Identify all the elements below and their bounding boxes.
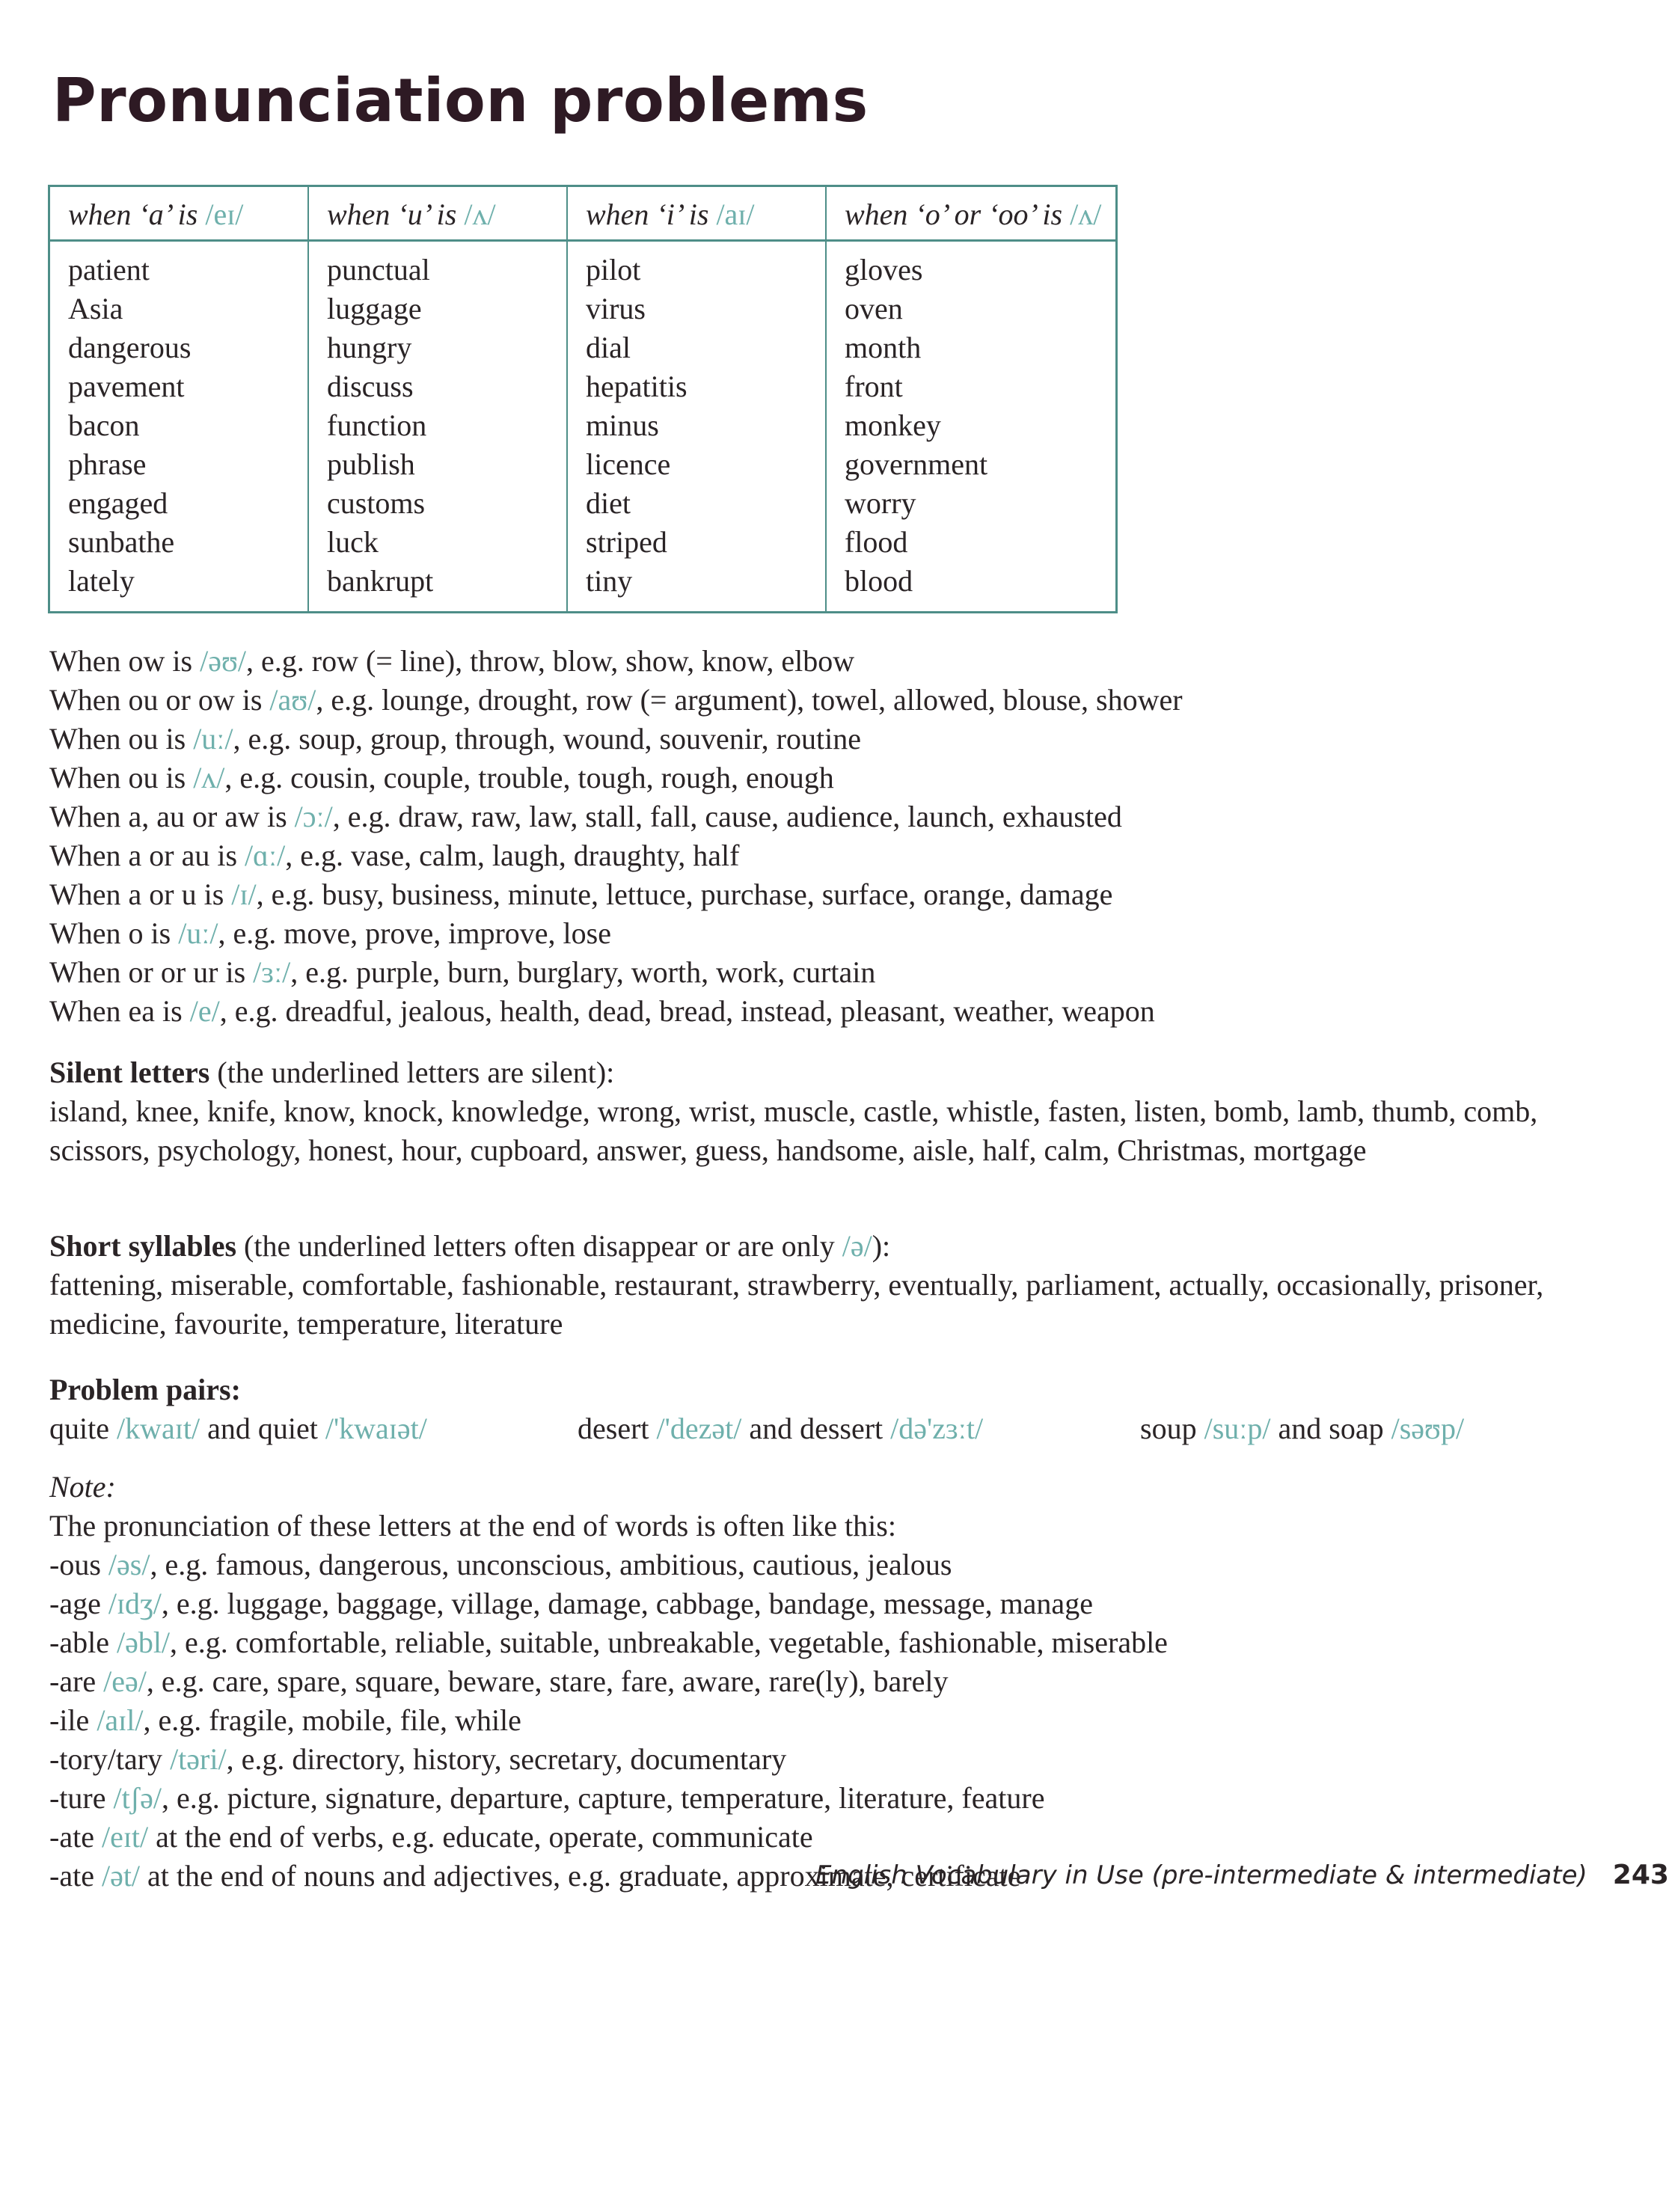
word-item: publish — [327, 447, 415, 481]
suffix-line: -age /ɪdʒ/, e.g. luggage, baggage, village, damage, cabbage, bandage, message, manage — [49, 1587, 1093, 1620]
rule-line: When ou is /ʌ/, e.g. cousin, couple, trouble, tough, rough, enough — [49, 761, 834, 794]
rule-line: When ow is /əʊ/, e.g. row (= line), throw, blow, show, know, elbow — [49, 644, 855, 678]
section-heading: Problem pairs: — [49, 1373, 241, 1406]
table-header: when ‘i’ is /aɪ/ — [567, 186, 826, 241]
rule-line: When ea is /e/, e.g. dreadful, jealous, health, dead, bread, instead, pleasant, weather, weapon — [49, 994, 1155, 1028]
ipa-symbol: /ɑː/ — [245, 839, 286, 872]
ipa-symbol: /ɔː/ — [294, 800, 333, 833]
problem-pairs-heading-block — [49, 1370, 1553, 1409]
word-item: pilot — [586, 253, 641, 287]
word-item: licence — [586, 447, 671, 481]
rule-line: When or or ur is /ɜː/, e.g. purple, burn, burglary, worth, work, curtain — [49, 955, 876, 989]
ipa-symbol: /ə/ — [842, 1229, 872, 1263]
note-heading: Note: — [49, 1470, 116, 1504]
word-item: virus — [586, 292, 646, 325]
problem-pairs-row — [49, 1409, 1553, 1448]
page-number: 243 — [1612, 1860, 1669, 1890]
suffix-line: -ous /əs/, e.g. famous, dangerous, unconscious, ambitious, cautious, jealous — [49, 1548, 952, 1581]
table-header-row — [49, 186, 1117, 241]
word-list: island, knee, knife, know, knock, knowledge, wrong, wrist, muscle, castle, whistle, fasten, listen, bomb, lamb, thumb, comb, scissors, psychology, honest, hour, cupboard, answer, guess, handsome, aisle, half, calm, Christmas, mortgage — [49, 1094, 1538, 1167]
ipa-symbol: /ʌ/ — [464, 197, 496, 231]
word-item: Asia — [68, 292, 123, 325]
word-item: punctual — [327, 253, 430, 287]
ipa-symbol: /e/ — [189, 994, 220, 1028]
word-item: phrase — [68, 447, 147, 481]
word-item: month — [845, 331, 922, 364]
rule-line: When ou is /uː/, e.g. soup, group, through, wound, souvenir, routine — [49, 722, 861, 756]
short-syllables-section: Short syllables (the underlined letters often disappear or are only /ə/): fattening, miserable, comfortable, fashionable, restaurant, strawberry, eventually, parliament, actually, occasionally, prisoner, medicine, favourite, temperature, literature — [49, 1229, 1544, 1341]
table-column — [308, 241, 567, 613]
word-item: striped — [586, 525, 667, 559]
table-column — [826, 241, 1117, 613]
page-title: Pronunciation problems — [52, 66, 869, 135]
word-item: bankrupt — [327, 564, 434, 598]
word-item: tiny — [586, 564, 633, 598]
rule-line: When a, au or aw is /ɔː/, e.g. draw, raw, law, stall, fall, cause, audience, launch, exhausted — [49, 800, 1122, 833]
ipa-symbol: /eɪt/ — [101, 1820, 149, 1854]
ipa-symbol: /əʊ/ — [200, 644, 247, 678]
ipa-symbol: /ət/ — [101, 1859, 141, 1893]
word-item: lately — [68, 564, 135, 598]
word-item: patient — [68, 253, 150, 287]
ipa-symbol: /ʌ/ — [193, 761, 225, 794]
vowel-table — [48, 185, 1118, 613]
word-item: hungry — [327, 331, 412, 364]
word-item: pavement — [68, 370, 185, 403]
ipa-symbol: /aʊ/ — [269, 683, 316, 717]
word-item: luggage — [327, 292, 422, 325]
word-item: oven — [845, 292, 903, 325]
ipa-symbol: /ʌ/ — [1070, 197, 1102, 231]
problem-pair: soup /suːp/ and soap /səʊp/ — [1140, 1412, 1465, 1445]
word-item: function — [327, 408, 427, 442]
rule-line: When o is /uː/, e.g. move, prove, improve, lose — [49, 916, 611, 950]
section-heading: Silent letters — [49, 1056, 210, 1089]
rule-line: When a or au is /ɑː/, e.g. vase, calm, laugh, draughty, half — [49, 839, 740, 872]
word-item: flood — [845, 525, 908, 559]
table-header: when ‘u’ is /ʌ/ — [308, 186, 567, 241]
table-column — [49, 241, 309, 613]
rule-line: When ou or ow is /aʊ/, e.g. lounge, drought, row (= argument), towel, allowed, blouse, shower — [49, 683, 1183, 717]
problem-pair: quite /kwaɪt/ and quiet /'kwaɪət/ — [49, 1412, 427, 1445]
pronunciation-rules — [49, 642, 1183, 1031]
word-item: customs — [327, 486, 426, 520]
page-footer — [815, 1860, 1669, 1890]
word-item: minus — [586, 408, 659, 442]
section-heading: Short syllables — [49, 1229, 237, 1263]
word-item: blood — [845, 564, 913, 598]
book-title: English Vocabulary in Use (pre-intermediate & intermediate) — [815, 1860, 1587, 1890]
suffix-line: -ture /tʃə/, e.g. picture, signature, departure, capture, temperature, literature, feature — [49, 1781, 1045, 1815]
word-item: front — [845, 370, 903, 403]
ipa-symbol: /əbl/ — [116, 1626, 171, 1659]
word-item: diet — [586, 486, 631, 520]
note-intro: The pronunciation of these letters at the end of words is often like this: — [49, 1509, 896, 1542]
table-row — [49, 241, 1117, 613]
ipa-symbol: /ɪ/ — [231, 877, 257, 911]
word-item: worry — [845, 486, 916, 520]
ipa-symbol: /aɪ/ — [716, 197, 755, 231]
ipa-symbol: /ɜː/ — [253, 955, 291, 989]
ipa-symbol: /tʃə/ — [113, 1781, 162, 1815]
suffix-line: -tory/tary /təri/, e.g. directory, history, secretary, documentary — [49, 1742, 787, 1776]
word-item: government — [845, 447, 988, 481]
ipa-symbol: /uː/ — [178, 916, 218, 950]
ipa-symbol: /uː/ — [193, 722, 233, 756]
word-item: engaged — [68, 486, 168, 520]
ipa-symbol: /aɪl/ — [97, 1703, 144, 1737]
rule-line: When a or u is /ɪ/, e.g. busy, business, minute, lettuce, purchase, surface, orange, damage — [49, 877, 1113, 911]
table-header: when ‘a’ is /eɪ/ — [49, 186, 309, 241]
ipa-symbol: /təri/ — [170, 1742, 227, 1776]
table-column — [567, 241, 826, 613]
table-header: when ‘o’ or ‘oo’ is /ʌ/ — [826, 186, 1117, 241]
suffix-line: -ile /aɪl/, e.g. fragile, mobile, file, while — [49, 1703, 521, 1737]
ipa-symbol: /ɪdʒ/ — [108, 1587, 162, 1620]
word-item: hepatitis — [586, 370, 687, 403]
word-item: monkey — [845, 408, 941, 442]
suffix-line: -ate /ət/ at the end of nouns and adjectives, e.g. graduate, approximate, certificate — [49, 1859, 1021, 1893]
suffix-line: -are /eə/, e.g. care, spare, square, beware, stare, fare, aware, rare(ly), barely — [49, 1664, 949, 1698]
word-item: luck — [327, 525, 379, 559]
word-item: bacon — [68, 408, 140, 442]
word-item: sunbathe — [68, 525, 175, 559]
ipa-symbol: /əs/ — [108, 1548, 150, 1581]
ipa-symbol: /eə/ — [103, 1664, 147, 1698]
suffix-list — [49, 1545, 1168, 1896]
problem-pair: desert /'dezət/ and dessert /də'zɜːt/ — [578, 1412, 984, 1445]
suffix-line: -able /əbl/, e.g. comfortable, reliable, suitable, unbreakable, vegetable, fashionable, miserable — [49, 1626, 1168, 1659]
word-item: gloves — [845, 253, 923, 287]
suffix-line: -ate /eɪt/ at the end of verbs, e.g. educate, operate, communicate — [49, 1820, 813, 1854]
ipa-symbol: /eɪ/ — [205, 197, 244, 231]
word-item: discuss — [327, 370, 414, 403]
word-item: dangerous — [68, 331, 192, 364]
word-list: fattening, miserable, comfortable, fashionable, restaurant, strawberry, eventually, parliament, actually, occasionally, prisoner, medicine, favourite, temperature, literature — [49, 1268, 1544, 1341]
note-section — [49, 1468, 1168, 1896]
silent-letters-section: Silent letters (the underlined letters are silent): island, knee, knife, know, knock, knowledge, wrong, wrist, muscle, castle, whistle, fasten, listen, bomb, lamb, thumb, comb, scissors, psychology, honest, hour, cupboard, answer, guess, handsome, aisle, half, calm, Christmas, mortgage — [49, 1056, 1538, 1167]
word-item: dial — [586, 331, 631, 364]
